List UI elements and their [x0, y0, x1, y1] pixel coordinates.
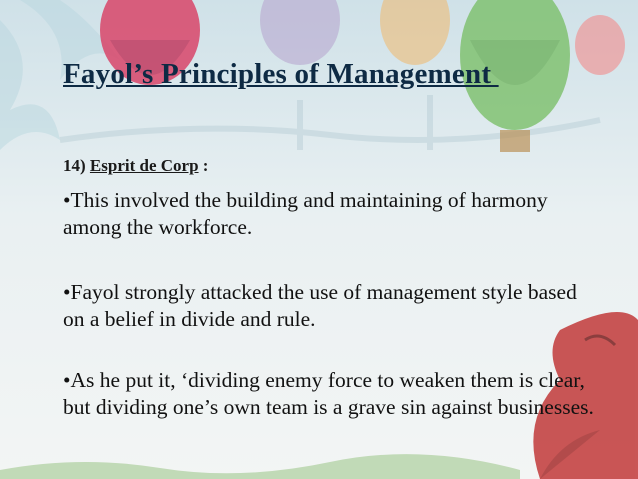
principle-subheading	[63, 156, 208, 176]
principle-colon: :	[202, 156, 209, 175]
slide-title: Fayol’s Principles of Management	[63, 58, 499, 90]
bullet-quote: •As he put it, ‘dividing enemy force to weaken them is clear, but dividing one’s own team is a grave sin against businesses.	[63, 368, 594, 419]
principle-number: 14)	[63, 156, 86, 175]
bullet-harmony: •This involved the building and maintaining of harmony among the workforce.	[63, 188, 548, 239]
principle-term: Esprit de Corp	[89, 156, 199, 175]
balloon-small-icon	[575, 15, 625, 75]
bullet-divide-and-rule: •Fayol strongly attacked the use of management style based on a belief in divide and rule.	[63, 280, 577, 331]
